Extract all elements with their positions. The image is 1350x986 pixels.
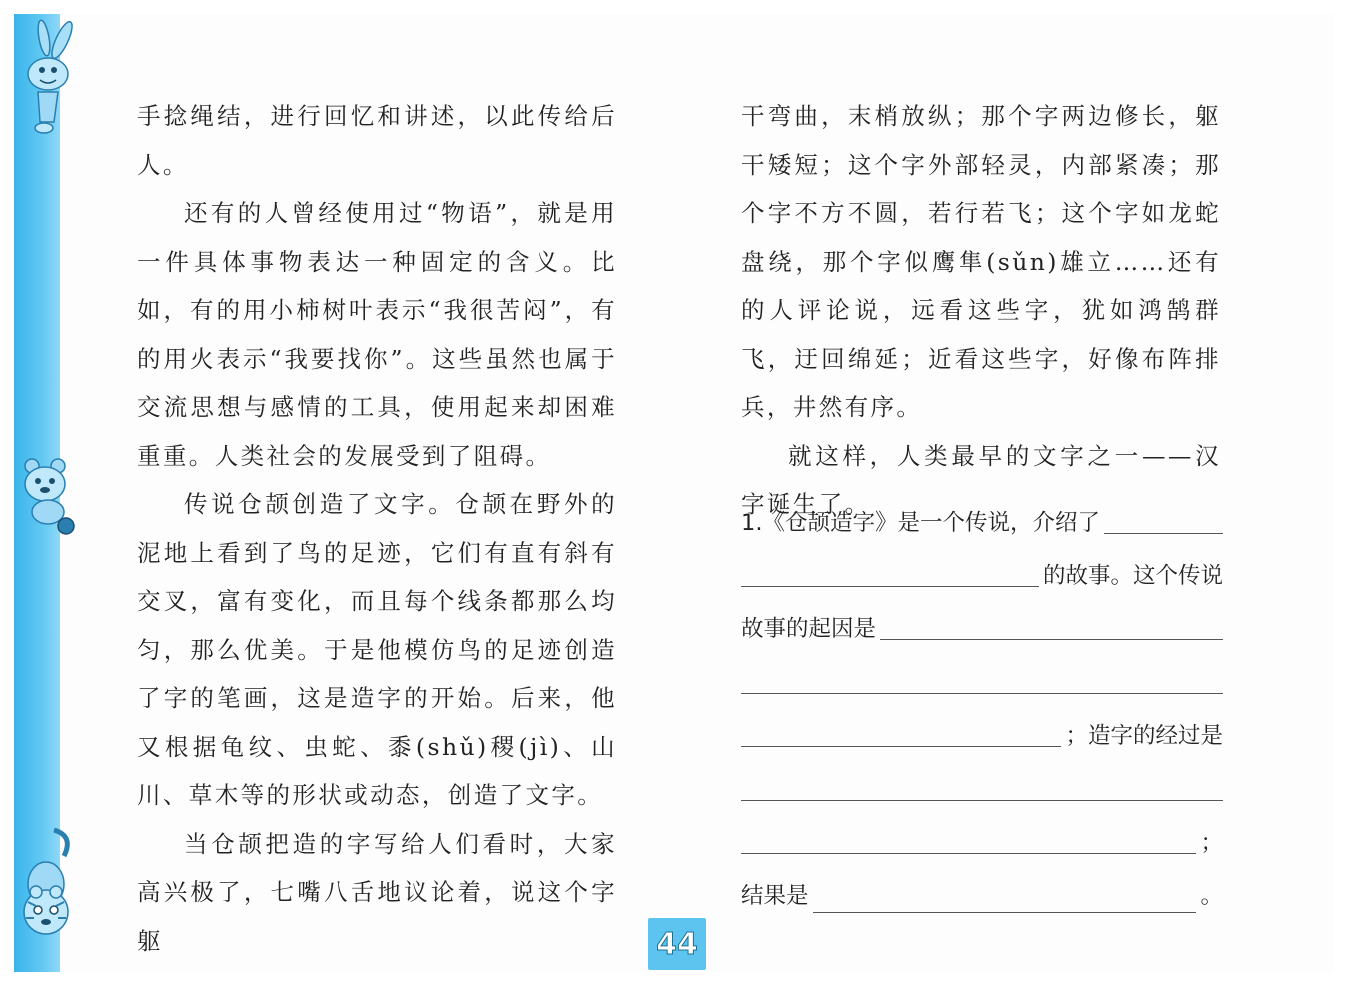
- answer-blank[interactable]: [741, 746, 1061, 747]
- rabbit-icon: [14, 18, 86, 138]
- question-text: 结果是: [741, 883, 809, 909]
- tiger-icon: [14, 826, 80, 946]
- answer-blank[interactable]: [741, 586, 1039, 587]
- question-line: [741, 606, 1223, 646]
- page-number: 44: [648, 918, 706, 970]
- answer-blank[interactable]: [741, 693, 1223, 694]
- question-line: [741, 767, 1223, 807]
- answer-blank[interactable]: [1104, 533, 1223, 534]
- question-line: [741, 873, 1223, 913]
- answer-blank[interactable]: [741, 800, 1223, 801]
- question-text: ；造字的经过是: [1065, 723, 1223, 749]
- question-text: 的故事。这个传说: [1042, 563, 1223, 589]
- paragraph: 当仓颉把造的字写给人们看时，大家高兴极了，七嘴八舌地议论着，说这个字躯: [137, 829, 617, 955]
- question-text: ；: [1200, 830, 1223, 856]
- paragraph: 传说仓颉创造了文字。仓颉在野外的泥地上看到了鸟的足迹，它们有直有斜有交叉，富有变化，而且每个线条都那么均匀，那么优美。于是他模仿鸟的足迹创造了字的笔画，这是造字的开始。后来，他又根据龟纹、虫蛇、黍(shǔ)稷(jì)、山川、草木等的形状或动态，创造了文字。: [137, 490, 617, 809]
- paragraph: 还有的人曾经使用过“物语”，就是用一件具体事物表达一种固定的含义。比如，有的用小柿树叶表示“我很苦闷”，有的用火表示“我要找你”。这些虽然也属于交流思想与感情的工具，使用起来却困难重重。人类社会的发展受到了阻碍。: [137, 199, 617, 470]
- question-line: [741, 660, 1223, 700]
- question-text: 故事的起因是: [741, 616, 877, 642]
- paragraph: 就这样，人类最早的文字之一——汉字诞生了。: [741, 441, 1221, 518]
- answer-blank[interactable]: [813, 912, 1197, 913]
- paragraph: 手捻绳结，进行回忆和讲述，以此传给后人。: [137, 102, 617, 179]
- question-line: [741, 713, 1223, 753]
- right-column: [741, 92, 1221, 529]
- bear-icon: [14, 456, 80, 536]
- question-line: [741, 553, 1223, 593]
- paragraph: 干弯曲，末梢放纵；那个字两边修长，躯干矮短；这个字外部轻灵，内部紧凑；那个字不方不圆，若行若飞；这个字如龙蛇盘绕，那个字似鹰隼(sǔn)雄立……还有的人评论说，远看这些字，犹如鸿鹄群飞，迂回绵延；近看这些字，好像布阵排兵，井然有序。: [741, 102, 1221, 421]
- question-text: 。: [1200, 883, 1223, 909]
- answer-blank[interactable]: [880, 639, 1223, 640]
- question-text: 1.《仓颉造字》是一个传说，介绍了: [741, 510, 1100, 536]
- question-line: [741, 820, 1223, 860]
- question-line: [741, 500, 1223, 540]
- left-column: [137, 92, 617, 965]
- answer-blank[interactable]: [741, 853, 1196, 854]
